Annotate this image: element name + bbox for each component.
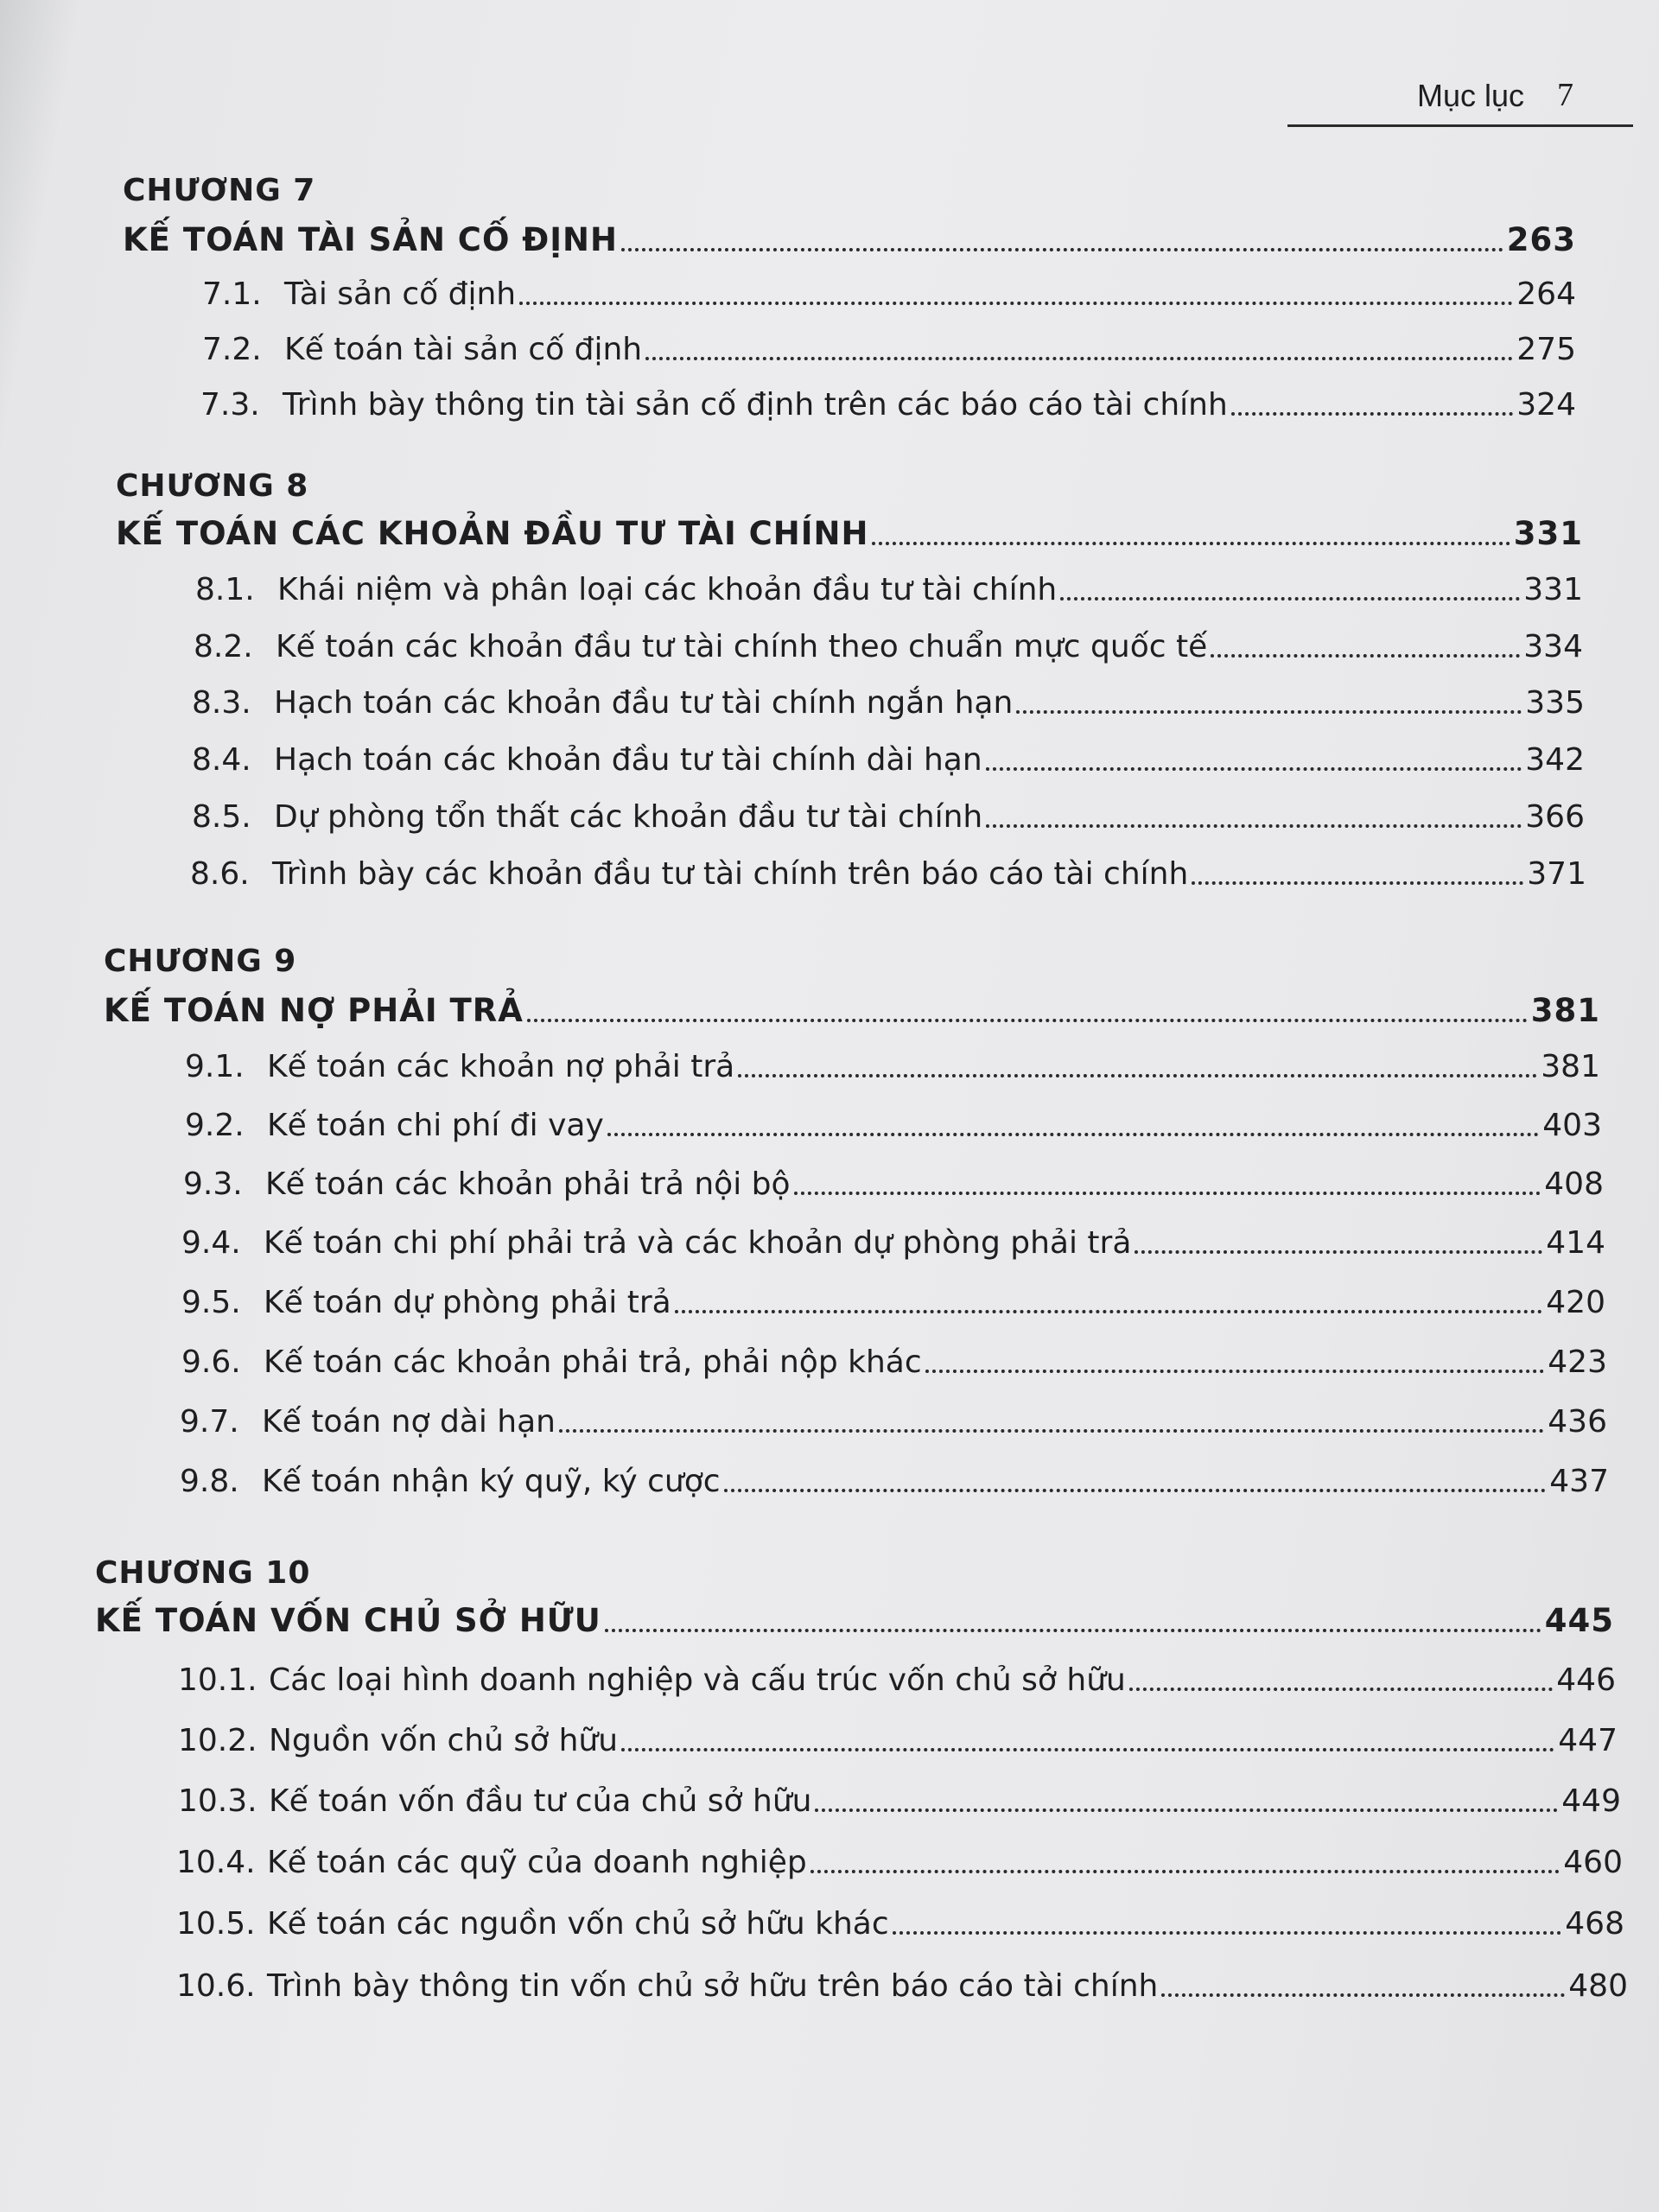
dot-leader — [738, 1074, 1537, 1077]
section-page: 436 — [1548, 1404, 1607, 1440]
section-page: 331 — [1523, 572, 1583, 607]
toc-entry[interactable] — [178, 1723, 1618, 1758]
dot-leader — [527, 1019, 1528, 1022]
toc-entry[interactable] — [181, 1344, 1607, 1380]
section-page: 460 — [1563, 1845, 1623, 1880]
section-title: Dự phòng tổn thất các khoản đầu tư tài chính — [274, 799, 983, 835]
section-page: 423 — [1548, 1344, 1607, 1380]
dot-leader — [1016, 710, 1522, 714]
toc-entry[interactable] — [178, 1783, 1621, 1819]
section-number: 10.2. — [178, 1723, 257, 1758]
chapter-page: 445 — [1544, 1602, 1614, 1639]
section-number: 10.6. — [176, 1968, 256, 2004]
section-page: 420 — [1546, 1285, 1605, 1320]
section-title: Trình bày thông tin tài sản cố định trên các báo cáo tài chính — [283, 387, 1228, 423]
section-number: 9.5. — [181, 1285, 241, 1320]
section-title: Kế toán chi phí phải trả và các khoản dự phòng phải trả — [264, 1225, 1132, 1261]
section-page: 414 — [1546, 1225, 1605, 1261]
chapter-title: KẾ TOÁN CÁC KHOẢN ĐẦU TƯ TÀI CHÍNH — [116, 515, 869, 552]
dot-leader — [986, 767, 1522, 771]
chapter-heading-row[interactable] — [95, 1602, 1614, 1639]
section-page: 447 — [1558, 1723, 1618, 1758]
dot-leader — [810, 1870, 1560, 1873]
section-page: 408 — [1544, 1166, 1604, 1202]
dot-leader — [925, 1370, 1545, 1373]
section-number: 8.4. — [192, 742, 251, 778]
section-title: Kế toán các quỹ của doanh nghiệp — [267, 1845, 807, 1880]
dot-leader — [872, 542, 1510, 545]
section-title: Kế toán các khoản đầu tư tài chính theo chuẩn mực quốc tế — [276, 629, 1208, 664]
dot-leader — [1161, 1993, 1565, 1997]
chapter-title: KẾ TOÁN TÀI SẢN CỐ ĐỊNH — [123, 221, 618, 258]
dot-leader — [1231, 412, 1514, 416]
chapter-page: 331 — [1513, 515, 1583, 552]
dot-leader — [1192, 881, 1523, 885]
toc-entry[interactable] — [181, 1225, 1605, 1261]
section-number: 9.1. — [185, 1049, 245, 1084]
section-title: Hạch toán các khoản đầu tư tài chính ngắn hạn — [274, 685, 1014, 721]
chapter-page: 263 — [1506, 221, 1576, 258]
section-page: 403 — [1542, 1108, 1602, 1143]
dot-leader — [621, 1748, 1554, 1751]
section-page: 480 — [1568, 1968, 1628, 2004]
toc-entry[interactable] — [202, 332, 1576, 367]
dot-leader — [607, 1133, 1539, 1136]
toc-entry[interactable] — [200, 387, 1576, 423]
dot-leader — [675, 1310, 1543, 1313]
section-title: Kế toán dự phòng phải trả — [264, 1285, 671, 1320]
chapter-label: CHƯƠNG 9 — [104, 944, 297, 979]
dot-leader — [559, 1429, 1544, 1433]
chapter-title: KẾ TOÁN VỐN CHỦ SỞ HỮU — [95, 1602, 601, 1639]
toc-entry[interactable] — [195, 572, 1583, 607]
section-number: 9.3. — [183, 1166, 243, 1202]
toc-entry[interactable] — [180, 1464, 1609, 1499]
section-page: 334 — [1523, 629, 1583, 664]
section-page: 342 — [1525, 742, 1585, 778]
section-page: 264 — [1516, 276, 1576, 312]
toc-entry[interactable] — [181, 1285, 1605, 1320]
section-page: 366 — [1525, 799, 1585, 835]
section-page: 449 — [1561, 1783, 1621, 1819]
section-page: 381 — [1541, 1049, 1600, 1084]
section-title: Khái niệm và phân loại các khoản đầu tư tài chính — [277, 572, 1058, 607]
section-number: 8.3. — [192, 685, 251, 721]
section-number: 9.4. — [181, 1225, 241, 1261]
section-page: 371 — [1527, 856, 1586, 892]
dot-leader — [1135, 1250, 1542, 1254]
section-title: Tài sản cố định — [284, 276, 517, 312]
toc-entry[interactable] — [180, 1404, 1607, 1440]
dot-leader — [724, 1489, 1547, 1492]
section-title: Kế toán nhận ký quỹ, ký cược — [262, 1464, 721, 1499]
section-page: 324 — [1516, 387, 1576, 423]
section-title: Kế toán nợ dài hạn — [262, 1404, 556, 1440]
chapter-label: CHƯƠNG 8 — [116, 468, 309, 504]
chapter-heading-row[interactable] — [116, 515, 1583, 552]
section-page: 275 — [1516, 332, 1576, 367]
toc-entry[interactable] — [176, 1845, 1623, 1880]
toc-entry[interactable] — [176, 1906, 1624, 1942]
chapter-label: CHƯƠNG 10 — [95, 1555, 311, 1591]
toc-entry[interactable] — [192, 685, 1585, 721]
section-number: 10.4. — [176, 1845, 256, 1880]
section-number: 10.5. — [176, 1906, 256, 1942]
section-page: 335 — [1525, 685, 1585, 721]
section-title: Các loại hình doanh nghiệp và cấu trúc vốn chủ sở hữu — [269, 1662, 1126, 1698]
section-title: Kế toán các khoản nợ phải trả — [267, 1049, 735, 1084]
section-page: 468 — [1565, 1906, 1624, 1942]
section-page: 446 — [1556, 1662, 1616, 1698]
dot-leader — [519, 302, 1513, 305]
toc-entry[interactable] — [194, 629, 1583, 664]
chapter-page: 381 — [1530, 992, 1600, 1029]
section-title: Kế toán các khoản phải trả nội bộ — [265, 1166, 791, 1202]
section-title: Trình bày thông tin vốn chủ sở hữu trên báo cáo tài chính — [267, 1968, 1159, 2004]
section-number: 9.7. — [180, 1404, 239, 1440]
toc-entry[interactable] — [178, 1662, 1616, 1698]
section-title: Kế toán tài sản cố định — [284, 332, 643, 367]
chapter-label: CHƯƠNG 7 — [123, 173, 316, 208]
section-number: 8.2. — [194, 629, 253, 664]
section-number: 9.6. — [181, 1344, 241, 1380]
section-title: Nguồn vốn chủ sở hữu — [269, 1723, 619, 1758]
chapter-heading-row[interactable] — [123, 221, 1576, 258]
dot-leader — [621, 248, 1503, 251]
dot-leader — [986, 824, 1522, 828]
section-page: 437 — [1549, 1464, 1609, 1499]
chapter-title: KẾ TOÁN NỢ PHẢI TRẢ — [104, 992, 524, 1029]
dot-leader — [605, 1629, 1541, 1632]
section-number: 7.1. — [202, 276, 262, 312]
section-number: 8.5. — [192, 799, 251, 835]
section-number: 7.3. — [200, 387, 260, 423]
page-number: 7 — [1557, 77, 1573, 113]
section-number: 10.3. — [178, 1783, 257, 1819]
dot-leader — [1211, 654, 1520, 658]
dot-leader — [794, 1192, 1541, 1195]
section-number: 8.1. — [195, 572, 255, 607]
section-title: Hạch toán các khoản đầu tư tài chính dài hạn — [274, 742, 982, 778]
dot-leader — [1060, 597, 1520, 601]
section-number: 9.8. — [180, 1464, 239, 1499]
dot-leader — [893, 1931, 1562, 1935]
section-title: Kế toán các khoản phải trả, phải nộp khác — [264, 1344, 922, 1380]
running-header-title: Mục lục — [1417, 78, 1525, 113]
toc-entry[interactable] — [185, 1049, 1600, 1084]
toc-entry[interactable] — [176, 1968, 1628, 2004]
dot-leader — [815, 1808, 1558, 1812]
dot-leader — [1129, 1688, 1553, 1691]
toc-entry[interactable] — [190, 856, 1586, 892]
section-number: 9.2. — [185, 1108, 245, 1143]
section-title: Kế toán vốn đầu tư của chủ sở hữu — [269, 1783, 812, 1819]
dot-leader — [645, 357, 1513, 360]
section-title: Trình bày các khoản đầu tư tài chính trên báo cáo tài chính — [272, 856, 1189, 892]
section-title: Kế toán các nguồn vốn chủ sở hữu khác — [267, 1906, 889, 1942]
toc-entry[interactable] — [202, 276, 1576, 312]
section-number: 7.2. — [202, 332, 262, 367]
section-number: 8.6. — [190, 856, 250, 892]
toc-entry[interactable] — [183, 1166, 1604, 1202]
toc-entry[interactable] — [192, 799, 1585, 835]
toc-entry[interactable] — [185, 1108, 1602, 1143]
section-number: 10.1. — [178, 1662, 257, 1698]
toc-entry[interactable] — [192, 742, 1585, 778]
section-title: Kế toán chi phí đi vay — [267, 1108, 604, 1143]
chapter-heading-row[interactable] — [104, 992, 1600, 1029]
